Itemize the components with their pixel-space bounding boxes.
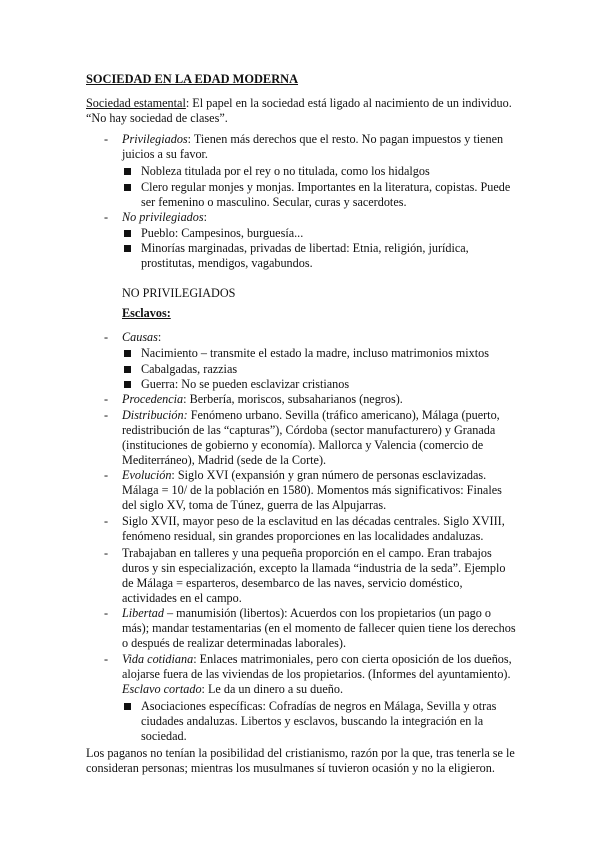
dash-bullet: - <box>104 330 109 344</box>
list-item: Minorías marginadas, privadas de libertad: Etnia, religión, jurídica, prostitutas, mendigos, vagabundos. <box>141 241 469 270</box>
square-bullet <box>124 245 131 252</box>
procedencia-paragraph: Procedencia: Berbería, moriscos, subsaharianos (negros). <box>122 392 403 406</box>
section-heading: NO PRIVILEGIADOS <box>122 286 236 300</box>
square-bullet <box>124 168 131 175</box>
intro-label: Sociedad estamental <box>86 96 186 110</box>
evolucion-paragraph: Evolución: Siglo XVI (expansión y gran número de personas esclavizadas. Málaga = 10/ de la población en 1580). Momentos más significativos: Finales del siglo XV, toma de Túnez, guerra de las Alpujarras. <box>122 468 502 512</box>
page-title: SOCIEDAD EN LA EDAD MODERNA <box>86 72 299 86</box>
list-item: Nacimiento – transmite el estado la madre, incluso matrimonios mixtos <box>141 346 489 360</box>
intro-paragraph: Sociedad estamental: El papel en la sociedad está ligado al nacimiento de un individuo. “No hay sociedad de clases”. <box>86 96 512 125</box>
square-bullet <box>124 381 131 388</box>
dash-bullet: - <box>104 606 109 620</box>
libertad-paragraph: Libertad – manumisión (libertos): Acuerdos con los propietarios (un pago o más); mandar testamentarias (en el momento de fallecer quien tiene los derechos o después de realizar determinadas laborales). <box>122 606 516 650</box>
square-bullet <box>124 366 131 373</box>
closing-paragraph: Los paganos no tenían la posibilidad del cristianismo, razón por la que, tras tenerla se le consideran personas; mientras los musulmanes sí tuvieron ocasión y no la eligieron. <box>86 746 515 775</box>
dash-bullet: - <box>104 392 109 406</box>
esclavos-heading: Esclavos: <box>122 306 171 320</box>
square-bullet <box>124 703 131 710</box>
list-item: Pueblo: Campesinos, burguesía... <box>141 226 304 240</box>
list-item: Asociaciones específicas: Cofradías de negros en Málaga, Sevilla y otras ciudades andaluzas. Libertos y esclavos, buscando la integración en la sociedad. <box>141 699 497 743</box>
dash-bullet: - <box>104 132 109 146</box>
dash-bullet: - <box>104 546 109 560</box>
dash-bullet: - <box>104 210 109 224</box>
causas-paragraph: Causas: <box>122 330 162 344</box>
distribucion-paragraph: Distribución: Fenómeno urbano. Sevilla (tráfico americano), Málaga (puerto, redistribución de las “capturas”), Córdoba (sector manufacturero) y Granada (instituciones de gobierno y economía). Mallorca y Valencia (comercio de Mediterráneo), Madrid (sede de la Corte). <box>122 408 500 467</box>
siglo-paragraph: Siglo XVII, mayor peso de la esclavitud en las décadas centrales. Siglo XVIII, fenómeno residual, sin grandes proporciones en las localidades andaluzas. <box>122 514 505 543</box>
vida-paragraph: Vida cotidiana: Enlaces matrimoniales, pero con cierta oposición de los dueños, alojarse fuera de las viviendas de los propietarios. (Informes del ayuntamiento). Esclavo cortado: Le da un dinero a su dueño. <box>122 652 512 696</box>
dash-bullet: - <box>104 514 109 528</box>
list-item: Clero regular monjes y monjas. Importantes en la literatura, copistas. Puede ser femenino o masculino. Secular, curas y sacerdotes. <box>141 180 511 209</box>
list-item: Nobleza titulada por el rey o no titulada, como los hidalgos <box>141 164 430 178</box>
no-privilegiados-paragraph: No privilegiados: <box>122 210 207 224</box>
list-item: Cabalgadas, razzias <box>141 362 238 376</box>
dash-bullet: - <box>104 652 109 666</box>
square-bullet <box>124 230 131 237</box>
square-bullet <box>124 184 131 191</box>
dash-bullet: - <box>104 468 109 482</box>
trabajaban-paragraph: Trabajaban en talleres y una pequeña proporción en el campo. Eran trabajos duros y sin especialización, excepto la llamada “industria de la seda”. Ejemplo de Málaga = esparteros, desembarco de las naves, servicio doméstico, actividades en el campo. <box>122 546 506 605</box>
square-bullet <box>124 350 131 357</box>
dash-bullet: - <box>104 408 109 422</box>
list-item: Guerra: No se pueden esclavizar cristianos <box>141 377 350 391</box>
privilegiados-paragraph: Privilegiados: Tienen más derechos que el resto. No pagan impuestos y tienen juicios a su favor. <box>122 132 504 161</box>
